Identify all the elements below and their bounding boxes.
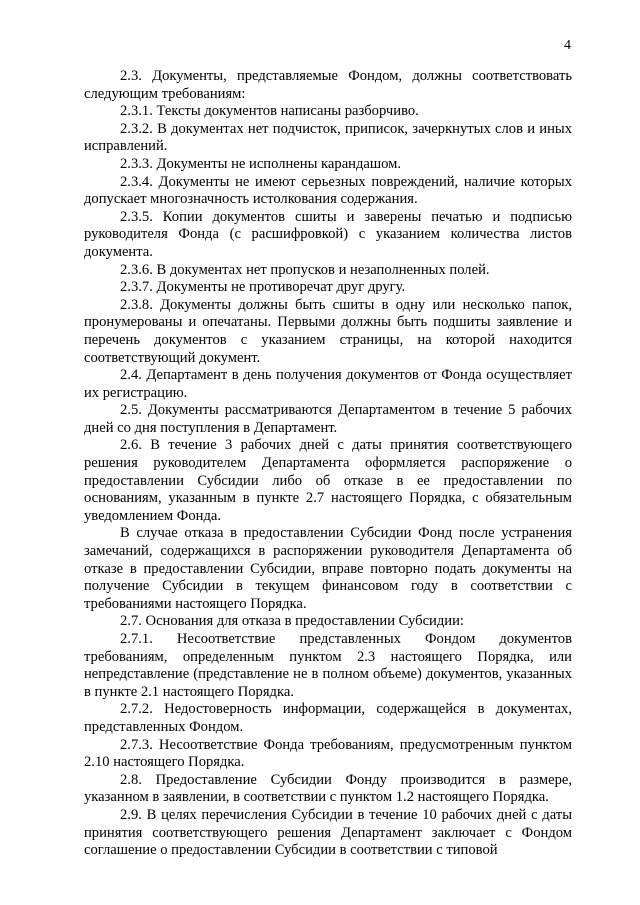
paragraph: В случае отказа в предоставлении Субсидии Фонд после устранения замечаний, содержащихся в распоряжении руководителя Департамента об отказе в предоставлении Субсидии, вправе повторно подать документы на получение Субсидии в текущем финансовом году в соответствии с требованиями настоящего Порядка. bbox=[84, 525, 572, 612]
paragraph: 2.9. В целях перечисления Субсидии в течение 10 рабочих дней с даты принятия соответствующего решения Департамент заключает с Фондом соглашение о предоставлении Субсидии в соответствии с типовой bbox=[84, 806, 572, 859]
page-number: 4 bbox=[564, 38, 571, 53]
paragraph: 2.5. Документы рассматриваются Департаментом в течение 5 рабочих дней со дня поступления в Департамент. bbox=[84, 402, 572, 436]
document-body bbox=[84, 68, 572, 860]
paragraph: 2.7. Основания для отказа в предоставлении Субсидии: bbox=[120, 613, 464, 630]
paragraph: 2.7.1. Несоответствие представленных Фондом документов требованиям, определенным пунктом 2.3 настоящего Порядка, или непредставление (представление не в полном объеме) документов, указанных в пункте 2.1 настоящего Порядка. bbox=[84, 631, 572, 700]
paragraph: 2.3.1. Тексты документов написаны разборчиво. bbox=[120, 103, 419, 120]
paragraph: 2.3.4. Документы не имеют серьезных повреждений, наличие которых допускает многозначность истолкования содержания. bbox=[84, 173, 572, 208]
paragraph: 2.7.3. Несоответствие Фонда требованиям, предусмотренным пунктом 2.10 настоящего Порядка. bbox=[84, 736, 572, 771]
paragraph: 2.4. Департамент в день получения документов от Фонда осуществляет их регистрацию. bbox=[84, 367, 572, 401]
paragraph: 2.3.3. Документы не исполнены карандашом. bbox=[120, 155, 402, 172]
paragraph: 2.3.7. Документы не противоречат друг другу. bbox=[120, 279, 406, 296]
paragraph: 2.3. Документы, представляемые Фондом, должны соответствовать следующим требованиям: bbox=[84, 68, 572, 102]
paragraph: 2.8. Предоставление Субсидии Фонду производится в размере, указанном в заявлении, в соответствии с пунктом 1.2 настоящего Порядка. bbox=[84, 771, 572, 806]
paragraph: 2.3.5. Копии документов сшиты и заверены печатью и подписью руководителя Фонда (с расшифровкой) с указанием количества листов документа. bbox=[84, 208, 572, 260]
paragraph: 2.3.8. Документы должны быть сшиты в одну или несколько папок, пронумерованы и опечатаны. Первыми должны быть подшиты заявление и перечень документов с указанием страницы, на которой находится соответствующий документ. bbox=[84, 296, 572, 366]
paragraph: 2.3.6. В документах нет пропусков и незаполненных полей. bbox=[120, 261, 490, 278]
paragraph: 2.6. В течение 3 рабочих дней с даты принятия соответствующего решения руководителем Департамента оформляется распоряжение о предоставлении Субсидии либо об отказе в ее предоставлении по основаниям, указанным в пункте 2.7 настоящего Порядка, с обязательным уведомлением Фонда. bbox=[84, 437, 572, 524]
paragraph: 2.3.2. В документах нет подчисток, приписок, зачеркнутых слов и иных исправлений. bbox=[84, 120, 572, 155]
paragraph: 2.7.2. Недостоверность информации, содержащейся в документах, представленных Фондом. bbox=[84, 701, 572, 735]
